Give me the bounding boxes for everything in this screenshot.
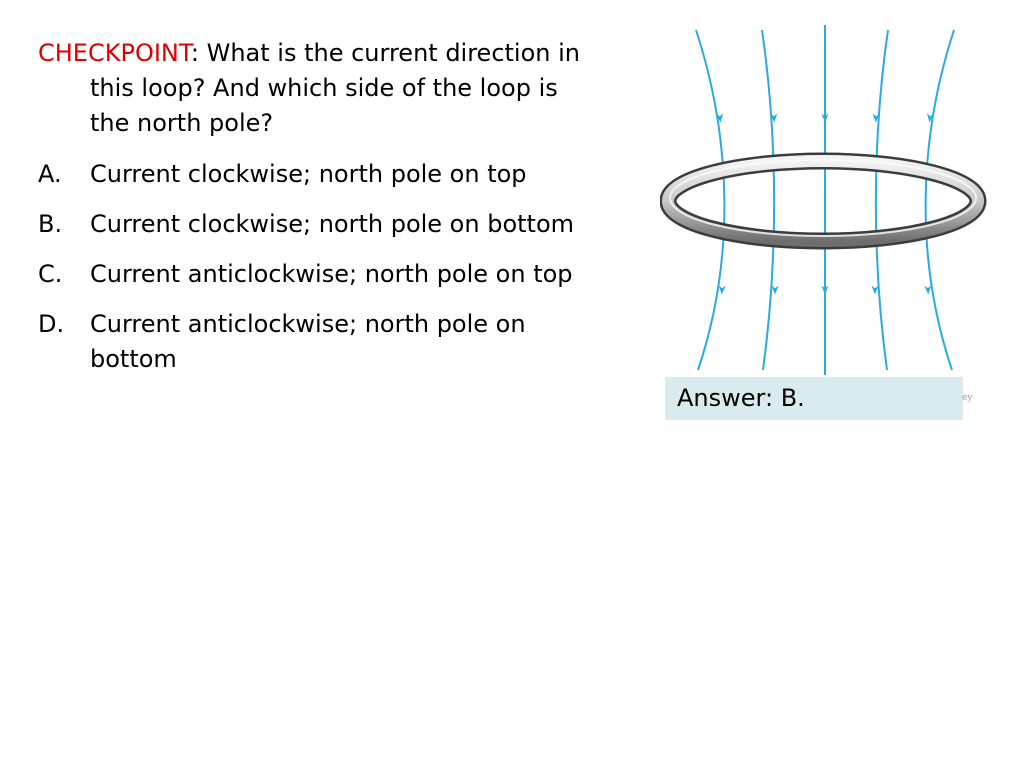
question-block (38, 36, 598, 392)
option-letter: D. (38, 310, 65, 338)
image-credit: ey (962, 393, 973, 403)
option-c (38, 257, 598, 292)
field-line-left-outer (696, 30, 724, 370)
field-line-right-outer (926, 30, 954, 370)
field-line-right-inner (876, 30, 888, 370)
field-line-left-inner (762, 30, 774, 370)
option-letter: A. (38, 160, 62, 188)
question-heading (38, 36, 598, 141)
option-d (38, 307, 598, 377)
current-loop (668, 160, 978, 241)
option-text: Current anticlockwise; north pole on top (90, 260, 573, 288)
option-a (38, 157, 598, 192)
checkpoint-label: CHECKPOINT (38, 39, 191, 67)
option-letter: B. (38, 210, 63, 238)
option-b (38, 207, 598, 242)
option-letter: C. (38, 260, 63, 288)
magnetic-field-loop-diagram (660, 20, 990, 420)
option-text: Current clockwise; north pole on top (90, 160, 527, 188)
answer-box: Answer: B. (665, 377, 963, 420)
option-text: Current clockwise; north pole on bottom (90, 210, 575, 238)
option-text: Current anticlockwise; north pole on bottom (90, 310, 526, 373)
question-text: : What is the current direction in this loop? And which side of the loop is the north pole? (90, 39, 580, 137)
